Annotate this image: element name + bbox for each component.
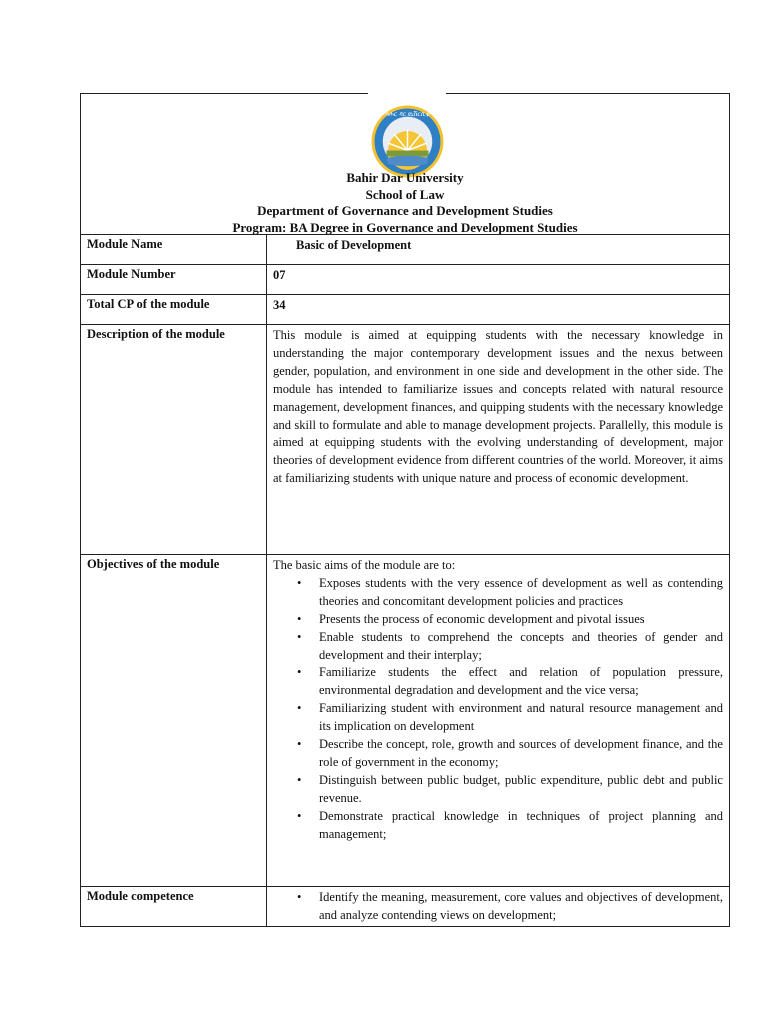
list-item: • Demonstrate practical knowledge in techniques of project planning and management; — [273, 808, 723, 844]
description-text: This module is aimed at equipping students with the necessary knowledge in understanding the major contemporary development issues and the nexus between gender, population, and environment in one side and development in the other side. The module has intended to familiarize issues and concepts related with natural resource management, development finances, and quipping students with the necessary knowledge and skill to formulate and able to manage development projects. Parallelly, this module is aimed at equipping students with the evolving understanding of development, major theories of development evidence from different countries of the world. Moreover, it aims at familiarizing students with unique nature and process of economic development. — [273, 328, 723, 486]
table-row — [81, 886, 729, 926]
table-row — [81, 264, 729, 294]
university-name: Bahir Dar University — [346, 170, 464, 185]
list-item: • Familiarizing student with environment and natural resource management and its implication on development — [273, 700, 723, 736]
row-label: Module Number — [87, 267, 176, 281]
list-item: • Describe the concept, role, growth and sources of development finance, and the role of government in the economy; — [273, 736, 723, 772]
row-label: Total CP of the module — [87, 297, 210, 311]
table-row — [81, 234, 729, 264]
module-number-value: 07 — [273, 268, 286, 282]
objectives-cell — [273, 557, 723, 844]
objectives-intro: The basic aims of the module are to: — [273, 558, 456, 572]
document-header — [81, 170, 729, 236]
competence-list — [273, 889, 723, 925]
university-seal-icon — [370, 104, 445, 179]
table-row — [81, 554, 729, 886]
table-row — [81, 324, 729, 554]
department-name: Department of Governance and Development Studies — [257, 203, 553, 218]
row-label: Description of the module — [87, 327, 225, 341]
list-item: • Presents the process of economic development and pivotal issues — [273, 611, 723, 629]
module-name-value: Basic of Development — [296, 238, 412, 252]
table-row — [81, 294, 729, 324]
list-item: • Distinguish between public budget, public expenditure, public debt and public revenue. — [273, 772, 723, 808]
row-label: Module competence — [87, 889, 194, 903]
objectives-list — [273, 575, 723, 844]
seal-text: ባሕር ዳር ዩኒቨርሲቲ — [385, 111, 430, 118]
row-label: Module Name — [87, 237, 163, 251]
list-item: • Identify the meaning, measurement, core values and objectives of development, and analyze contending views on development; — [273, 889, 723, 925]
competence-cell — [273, 889, 723, 925]
list-item: • Familiarize students the effect and relation of population pressure, environmental degradation and development and the vice versa; — [273, 664, 723, 700]
row-label: Objectives of the module — [87, 557, 220, 571]
list-item: • Enable students to comprehend the concepts and theories of gender and development and their interplay; — [273, 629, 723, 665]
school-name: School of Law — [365, 186, 445, 202]
border-gap — [368, 92, 446, 96]
total-cp-value: 34 — [273, 298, 286, 312]
program-name: Program: BA Degree in Governance and Development Studies — [232, 219, 578, 235]
module-table — [80, 93, 730, 927]
list-item: • Exposes students with the very essence of development as well as contending theories and concomitant development policies and practices — [273, 575, 723, 611]
